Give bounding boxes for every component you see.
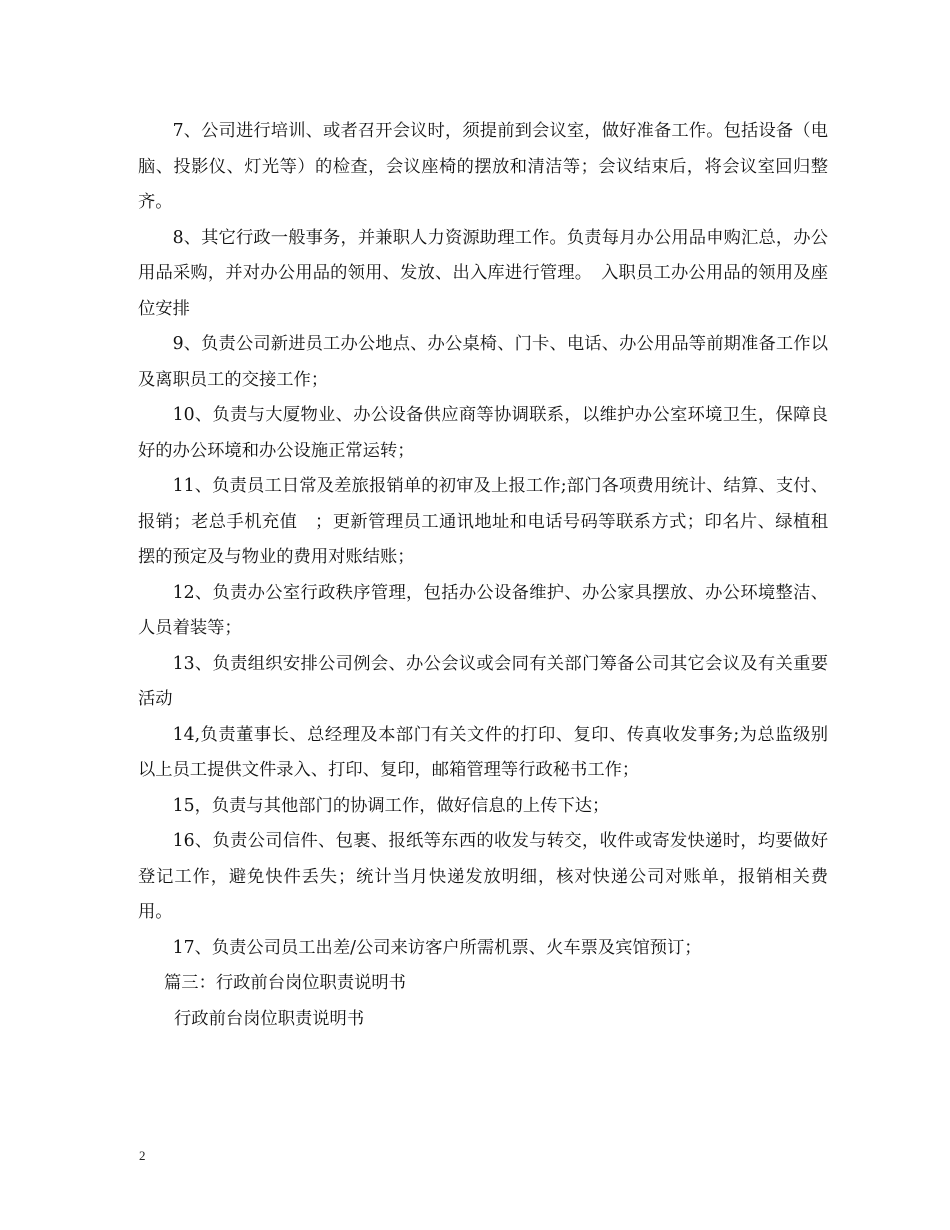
page-body [138, 114, 828, 1037]
section-heading: 篇三：行政前台岗位职责说明书 [164, 973, 406, 993]
section-subtitle: 行政前台岗位职责说明书 [174, 1008, 365, 1029]
paragraph-item-10: 10、负责与大厦物业、办公设备供应商等协调联系，以维护办公室环境卫生，保障良好的办公环境和办公设施正常运转； [138, 405, 828, 461]
paragraph-item-16: 16、负责公司信件、包裹、报纸等东西的收发与转交，收件或寄发快递时，均要做好登记工作，避免快件丢失；统计当月快递发放明细，核对快递公司对账单，报销相关费用。 [138, 831, 828, 922]
paragraph-item-17: 17、负责公司员工出差/公司来访客户所需机票、火车票及宾馆预订； [172, 937, 702, 958]
paragraph-item-9: 9、负责公司新进员工办公地点、办公桌椅、门卡、电话、办公用品等前期准备工作以及离职员工的交接工作； [138, 334, 828, 390]
paragraph-item-14: 14,负责董事长、总经理及本部门有关文件的打印、复印、传真收发事务;为总监级别以上员工提供文件录入、打印、复印，邮箱管理等行政秘书工作； [138, 724, 828, 780]
page-number: 2 [139, 1148, 146, 1163]
paragraph-item-13: 13、负责组织安排公司例会、办公会议或会同有关部门筹备公司其它会议及有关重要活动 [138, 653, 828, 709]
paragraph-item-7: 7、公司进行培训、或者召开会议时，须提前到会议室，做好准备工作。包括设备（电脑、投影仪、灯光等）的检查，会议座椅的摆放和清洁等；会议结束后，将会议室回归整齐。 [138, 121, 828, 212]
paragraph-item-15: 15，负责与其他部门的协调工作，做好信息的上传下达； [172, 795, 610, 816]
paragraph-item-11: 11、负责员工日常及差旅报销单的初审及上报工作;部门各项费用统计、结算、支付、报销；老总手机充值 ；更新管理员工通讯地址和电话号码等联系方式；印名片、绿植租摆的预定及与物业的费用对账结账； [138, 476, 828, 567]
paragraph-item-12: 12、负责办公室行政秩序管理，包括办公设备维护、办公家具摆放、办公环境整洁、人员着装等； [138, 582, 828, 638]
paragraph-item-8: 8、其它行政一般事务，并兼职人力资源助理工作。负责每月办公用品申购汇总，办公用品采购，并对办公用品的领用、发放、出入库进行管理。 入职员工办公用品的领用及座位安排 [138, 227, 828, 319]
